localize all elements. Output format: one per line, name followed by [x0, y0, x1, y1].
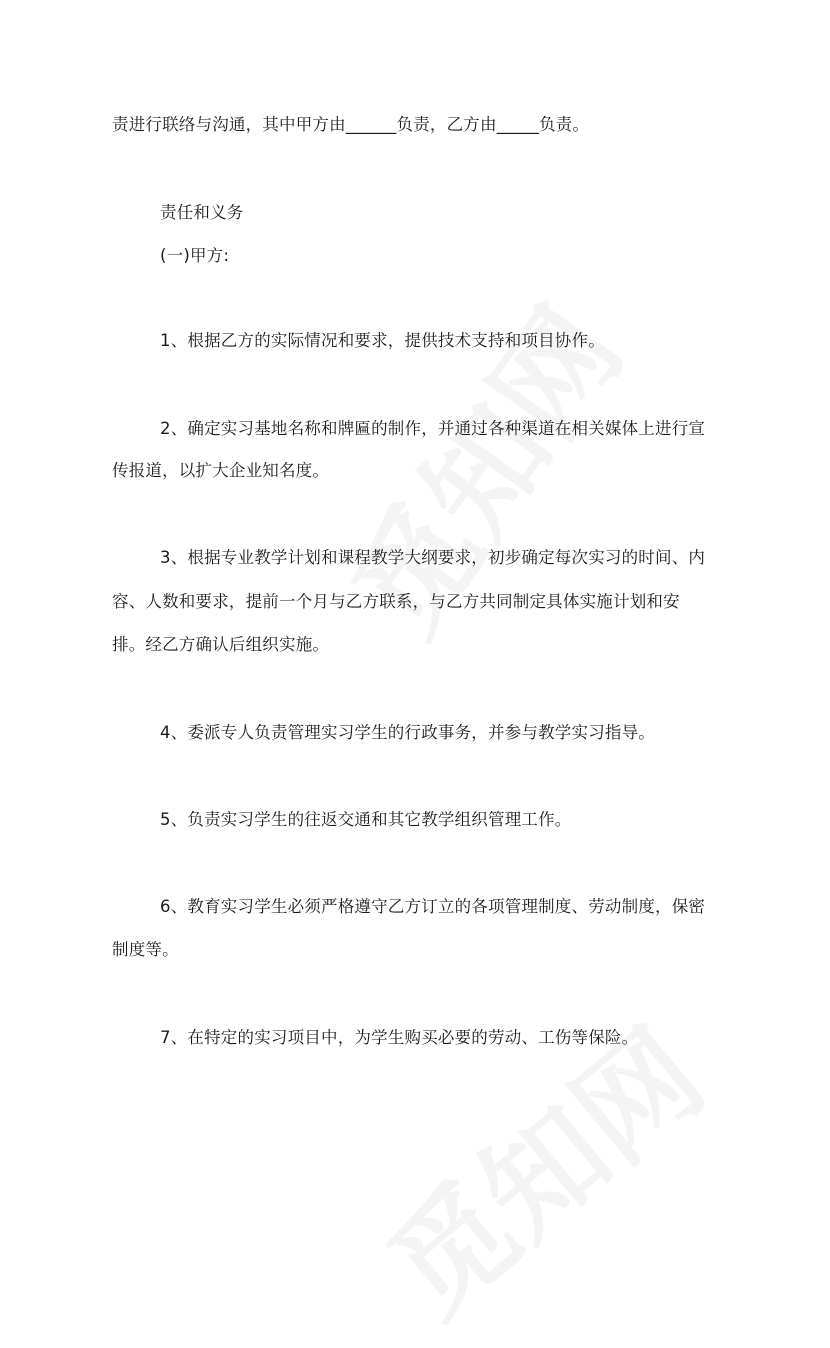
section-heading: 责任和义务 — [160, 203, 244, 222]
paragraph-line-continuation: 责进行联络与沟通，其中甲方由______负责，乙方由_____负责。 — [112, 115, 590, 134]
list-item-6-line-1: 6、教育实习学生必须严格遵守乙方订立的各项管理制度、劳动制度，保密 — [160, 897, 706, 916]
list-item-3-line-1: 3、根据专业教学计划和课程教学大纲要求，初步确定每次实习的时间、内 — [160, 548, 706, 567]
subsection-heading: (一)甲方: — [160, 246, 230, 265]
list-item-3-line-2: 容、人数和要求，提前一个月与乙方联系，与乙方共同制定具体实施计划和安 — [112, 592, 680, 611]
list-item-3-line-3: 排。经乙方确认后组织实施。 — [112, 635, 330, 654]
list-item-2-line-1: 2、确定实习基地名称和牌匾的制作，并通过各种渠道在相关媒体上进行宣 — [160, 419, 706, 438]
list-item-6-line-2: 制度等。 — [112, 940, 179, 959]
list-item-2-line-2: 传报道，以扩大企业知名度。 — [112, 461, 330, 480]
list-item-1: 1、根据乙方的实际情况和要求，提供技术支持和项目协作。 — [160, 331, 605, 350]
list-item-7: 7、在特定的实习项目中，为学生购买必要的劳动、工伤等保险。 — [160, 1028, 639, 1047]
list-item-4: 4、委派专人负责管理实习学生的行政事务，并参与教学实习指导。 — [160, 723, 655, 742]
list-item-5: 5、负责实习学生的往返交通和其它教学组织管理工作。 — [160, 810, 572, 829]
